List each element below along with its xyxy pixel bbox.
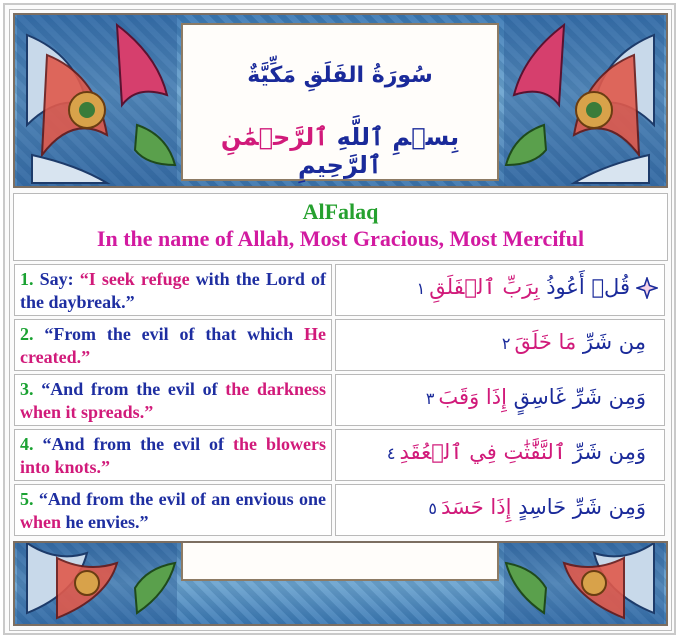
- verse-number: 4.: [20, 434, 34, 454]
- verse-text-highlight: He created.”: [20, 324, 326, 367]
- ayah-number: ٢: [501, 334, 511, 353]
- verse-text-part: he envies.”: [65, 512, 149, 532]
- left-floral-ornament: [17, 15, 177, 186]
- bottom-center-panel: [181, 541, 499, 581]
- verse-number: 3.: [20, 379, 34, 399]
- invocation-line: In the name of Allah, Most Gracious, Most Merciful: [96, 226, 585, 251]
- right-floral-ornament: [504, 15, 664, 186]
- heading-box: [13, 193, 668, 261]
- verse-arabic: [502, 330, 646, 354]
- arabic-part: مِن شَرِّ: [576, 330, 646, 354]
- verse-text-part: with the Lord of the daybreak.”: [20, 269, 326, 312]
- verse-translation: [20, 378, 326, 424]
- title-panel: [181, 23, 499, 181]
- verse-translation: [20, 488, 326, 534]
- arabic-highlight: مَا خَلَقَ: [514, 330, 577, 354]
- basmala-end: ٱلرَّحِيمِ: [298, 151, 382, 179]
- arabic-highlight: إِذَا حَسَدَ: [440, 495, 512, 519]
- surah-name: AlFalaq: [302, 199, 379, 224]
- verse-translation-cell: [14, 429, 332, 481]
- verse-translation: [20, 323, 326, 369]
- verse-text-part: that which: [205, 324, 304, 344]
- verse-arabic-cell: [335, 484, 665, 536]
- arabic-highlight: ٱلنَّفَّٰثَٰتِ فِي ٱلۡعُقَدِ: [399, 440, 567, 464]
- verse-text-highlight: the blowers into knots.”: [20, 434, 326, 477]
- decorative-star-icon: [636, 277, 658, 299]
- bottom-right-floral-ornament: [504, 543, 664, 624]
- verse-text-part: “And from the evil of: [33, 434, 234, 454]
- verse-text-highlight: darkness when it spreads.”: [20, 379, 326, 422]
- verse-text-part: “And from the evil of an envious one: [33, 489, 326, 509]
- basmala-arabic: [183, 123, 497, 179]
- verse-arabic-cell: [335, 429, 665, 481]
- verse-translation-cell: [14, 484, 332, 536]
- verse-arabic-cell: [335, 374, 665, 426]
- verse-row: [13, 484, 668, 539]
- verse-translation: [20, 268, 326, 314]
- verse-number: 5.: [20, 489, 34, 509]
- arabic-highlight: إِذَا وَقَبَ: [438, 385, 507, 409]
- verse-translation-cell: [14, 264, 332, 316]
- verse-text-highlight: the: [225, 379, 257, 399]
- top-ornament-banner: [13, 13, 668, 188]
- ayah-number: ٤: [386, 444, 396, 463]
- basmala-start: بِسۡمِ ٱللَّهِ: [328, 123, 460, 151]
- verse-row: [13, 374, 668, 429]
- ayah-number: ٣: [425, 389, 435, 408]
- verse-translation-cell: [14, 374, 332, 426]
- arabic-highlight: بِرَبِّ ٱلۡفَلَقِ: [429, 275, 540, 299]
- verse-text-part: Say:: [33, 269, 80, 289]
- verse-translation: [20, 433, 326, 479]
- bottom-ornament-banner: [13, 541, 668, 626]
- verse-row: [13, 319, 668, 374]
- surah-title-arabic: سُورَةُ الفَلَقِ مَكِّيَّةٌ: [247, 63, 433, 88]
- bottom-left-floral-ornament: [17, 543, 177, 624]
- arabic-part: وَمِن شَرِّ حَاسِدٍ: [511, 495, 646, 519]
- verse-text-highlight: “I seek refuge: [79, 269, 196, 289]
- verse-arabic-cell: [335, 319, 665, 371]
- verse-row: [13, 264, 668, 319]
- verse-text-part: “From the evil of: [33, 324, 206, 344]
- verse-translation-cell: [14, 319, 332, 371]
- verse-arabic: [426, 385, 646, 409]
- arabic-part: وَمِن شَرِّ غَاسِقٍ: [506, 385, 646, 409]
- verse-number: 2.: [20, 324, 34, 344]
- arabic-part: قُلۡ أَعُوذُ: [539, 275, 630, 299]
- verse-text-highlight: when: [20, 512, 66, 532]
- verse-arabic: [417, 275, 630, 299]
- verse-arabic-cell: [335, 264, 665, 316]
- verse-arabic: [387, 440, 646, 464]
- verse-table: [13, 264, 668, 539]
- verse-row: [13, 429, 668, 484]
- verse-text-part: “And from the evil of: [33, 379, 226, 399]
- verse-number: 1.: [20, 269, 34, 289]
- verse-arabic: [428, 495, 646, 519]
- ayah-number: ٥: [428, 499, 437, 518]
- basmala-mid: ٱلرَّحۡمَٰنِ: [220, 123, 329, 151]
- ayah-number: ١: [416, 279, 426, 298]
- arabic-part: وَمِن شَرِّ: [566, 440, 646, 464]
